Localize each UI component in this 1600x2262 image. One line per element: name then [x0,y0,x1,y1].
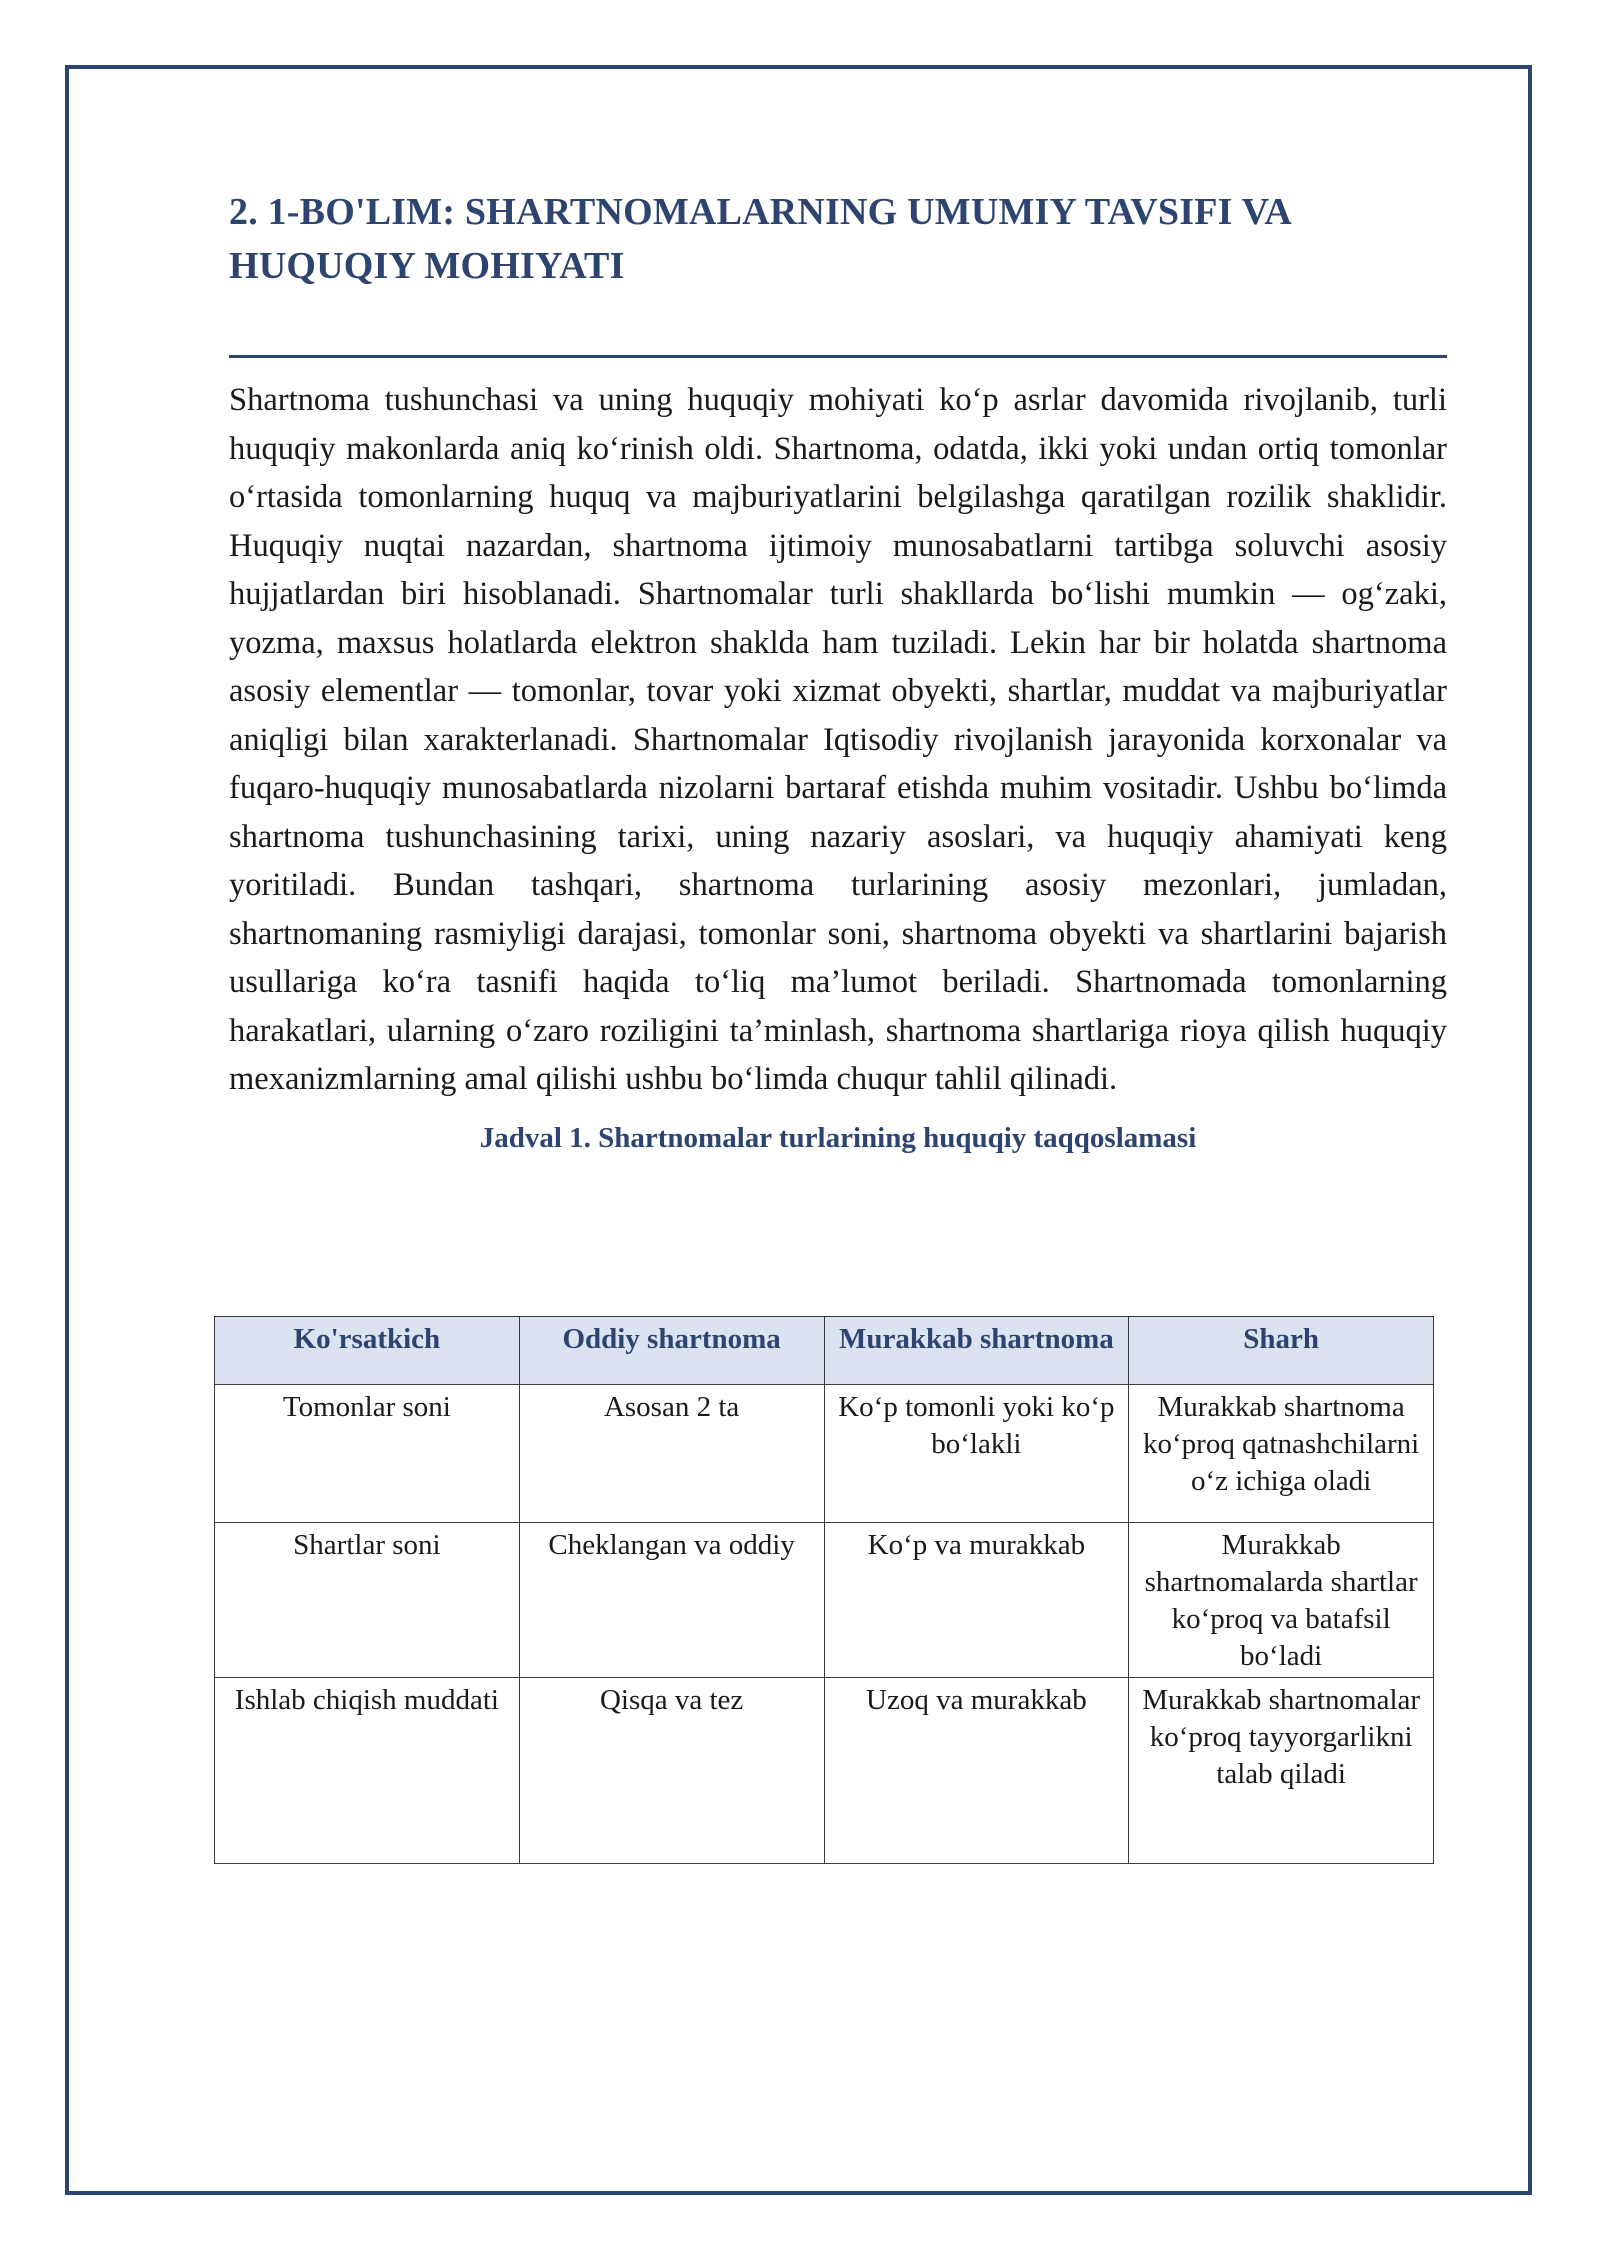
document-content [229,185,1447,1158]
table-header-cell: Murakkab shartnoma [824,1317,1129,1385]
table-row [215,1385,1434,1523]
table-cell: Tomonlar soni [215,1385,520,1523]
heading-divider [229,355,1447,358]
table-cell: Murakkab shartnoma ko‘proq qatnashchilarni o‘z ichiga oladi [1129,1385,1434,1523]
table-cell: Shartlar soni [215,1523,520,1678]
table-header-cell: Ko'rsatkich [215,1317,520,1385]
table-header-row [215,1317,1434,1385]
table-row [215,1678,1434,1864]
comparison-table [214,1316,1434,1864]
table-cell: Cheklangan va oddiy [519,1523,824,1678]
section-heading [229,185,1447,293]
table-cell: Asosan 2 ta [519,1385,824,1523]
table-cell: Ko‘p va murakkab [824,1523,1129,1678]
table-cell: Murakkab shartnomalar ko‘proq tayyorgarlikni talab qiladi [1129,1678,1434,1864]
section-heading-line-2: HUQUQIY MOHIYATI [229,245,625,287]
table-cell: Ko‘p tomonli yoki ko‘p bo‘lakli [824,1385,1129,1523]
table-row [215,1523,1434,1678]
table-header-cell: Oddiy shartnoma [519,1317,824,1385]
section-heading-line-1: 2. 1-BO'LIM: SHARTNOMALARNING UMUMIY TAVSIFI VA [229,191,1293,233]
comparison-table-wrapper [214,1316,1434,1864]
table-header-cell: Sharh [1129,1317,1434,1385]
table-cell: Qisqa va tez [519,1678,824,1864]
table-cell: Uzoq va murakkab [824,1678,1129,1864]
table-caption: Jadval 1. Shartnomalar turlarining huquqiy taqqoslamasi [479,1121,1197,1154]
table-cell: Ishlab chiqish muddati [215,1678,520,1864]
body-paragraph: Shartnoma tushunchasi va uning huquqiy mohiyati ko‘p asrlar davomida rivojlanib, turli huquqiy makonlarda aniq ko‘rinish oldi. Shartnoma, odatda, ikki yoki undan ortiq tomonlar o‘rtasida tomonlarning huquq va majburiyatlarini belgilashga qaratilgan rozilik shaklidir. Huquqiy nuqtai nazardan, shartnoma ijtimoiy munosabatlarni tartibga soluvchi asosiy hujjatlardan biri hisoblanadi. Shartnomalar turli shakllarda bo‘lishi mumkin — og‘zaki, yozma, maxsus holatlarda elektron shaklda ham tuziladi. Lekin har bir holatda shartnoma asosiy elementlar — tomonlar, tovar yoki xizmat obyekti, shartlar, muddat va majburiyatlar aniqligi bilan xarakterlanadi. Shartnomalar Iqtisodiy rivojlanish jarayonida korxonalar va fuqaro-huquqiy munosabatlarda nizolarni bartaraf etishda muhim vositadir. Ushbu bo‘limda shartnoma tushunchasining tarixi, uning nazariy asoslari, va huquqiy ahamiyati keng yoritiladi. Bundan tashqari, shartnoma turlarining asosiy mezonlari, jumladan, shartnomaning rasmiyligi darajasi, tomonlar soni, shartnoma obyekti va shartlarini bajarish usullariga ko‘ra tasnifi haqida to‘liq ma’lumot beriladi. Shartnomada tomonlarning harakatlari, ularning o‘zaro roziligini ta’minlash, shartnoma shartlariga rioya qilish huquqiy mexanizmlarning amal qilishi ushbu bo‘limda chuqur tahlil qilinadi. [229,382,1447,1097]
table-cell: Murakkab shartnomalarda shartlar ko‘proq va batafsil bo‘ladi [1129,1523,1434,1678]
